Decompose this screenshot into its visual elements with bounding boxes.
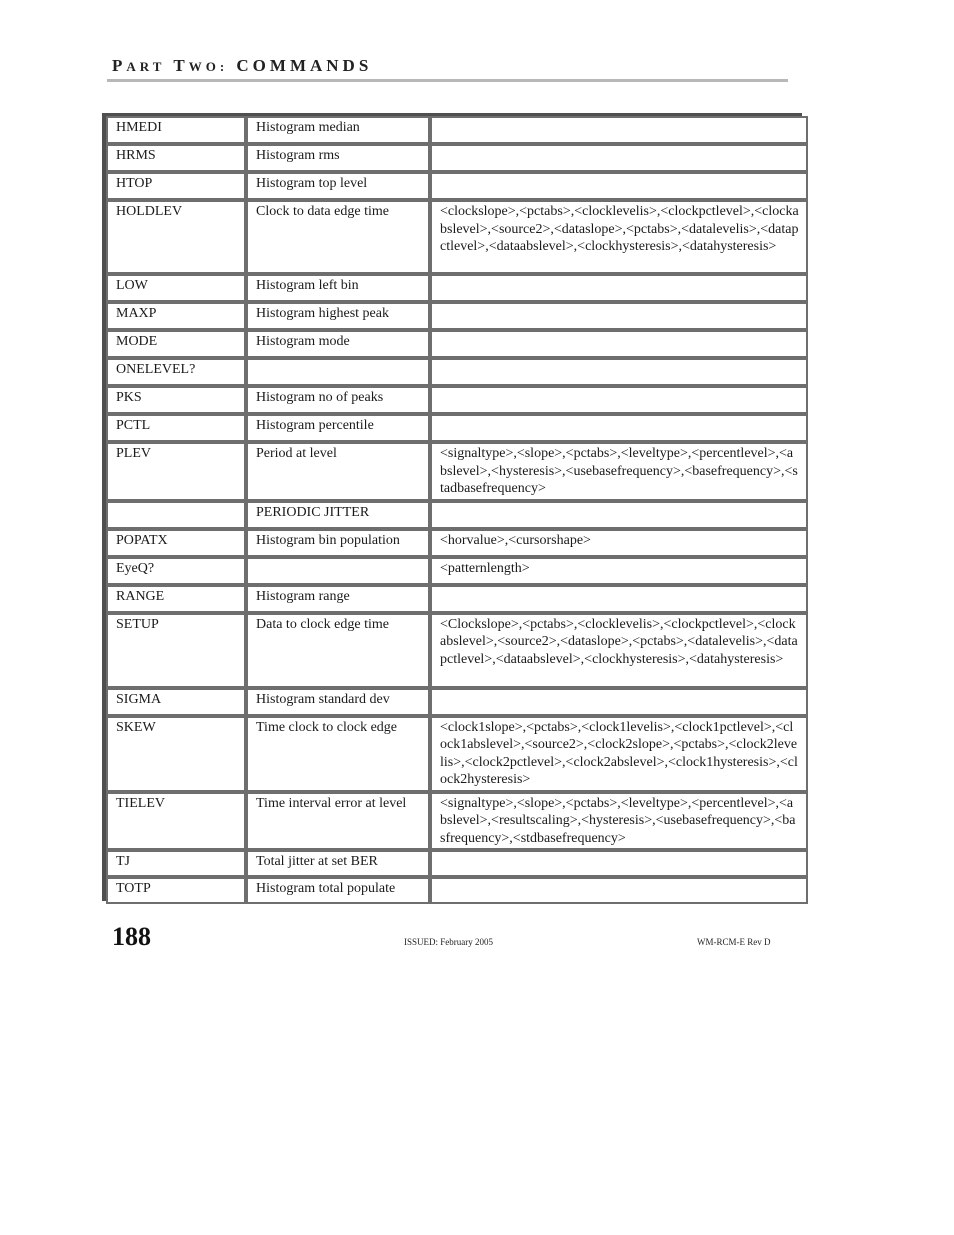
description-cell: Histogram rms (246, 144, 430, 172)
command-cell: HOLDLEV (106, 200, 246, 274)
header-part-initial: P (112, 56, 127, 75)
parameters-cell (430, 144, 808, 172)
table-row (106, 613, 808, 688)
command-cell: TIELEV (106, 792, 246, 851)
parameters-cell: <signaltype>,<slope>,<pctabs>,<leveltype>,<percentlevel>,<abslevel>,<hysteresis>,<usebasefrequency>,<basefrequency>,<stadbasefrequency> (430, 442, 808, 501)
header-part-rest: ART (126, 59, 166, 74)
table-row (106, 144, 808, 172)
command-cell: RANGE (106, 585, 246, 613)
parameters-cell: <horvalue>,<cursorshape> (430, 529, 808, 557)
table-row (106, 850, 808, 877)
page-header (112, 56, 372, 76)
header-two-initial: T (173, 56, 189, 75)
description-cell: Histogram highest peak (246, 302, 430, 330)
parameters-cell (430, 274, 808, 302)
command-table-frame (102, 113, 802, 901)
parameters-cell (430, 330, 808, 358)
table-row (106, 529, 808, 557)
table-row (106, 414, 808, 442)
description-cell: Histogram total populate (246, 877, 430, 904)
description-cell: PERIODIC JITTER (246, 501, 430, 529)
table-row (106, 442, 808, 501)
command-cell: HTOP (106, 172, 246, 200)
parameters-cell (430, 877, 808, 904)
table-row (106, 358, 808, 386)
parameters-cell: <clock1slope>,<pctabs>,<clock1levelis>,<clock1pctlevel>,<clock1abslevel>,<source2>,<clock2slope>,<pctabs>,<clock2levelis>,<clock2pctlevel>,<clock2abslevel>,<clock1hysteresis>,<clock2hysteresis> (430, 716, 808, 792)
table-row (106, 688, 808, 716)
parameters-cell (430, 585, 808, 613)
parameters-cell (430, 501, 808, 529)
command-cell: PKS (106, 386, 246, 414)
description-cell: Histogram top level (246, 172, 430, 200)
command-table (106, 116, 808, 904)
parameters-cell: <Clockslope>,<pctabs>,<clocklevelis>,<clockpctlevel>,<clockabslevel>,<source2>,<dataslope>,<pctabs>,<datalevelis>,<datapctlevel>,<dataabslevel>,<clockhysteresis>,<datahysteresis> (430, 613, 808, 688)
command-cell: MODE (106, 330, 246, 358)
description-cell: Histogram standard dev (246, 688, 430, 716)
command-cell: SIGMA (106, 688, 246, 716)
table-row (106, 716, 808, 792)
command-cell: LOW (106, 274, 246, 302)
header-rule (107, 79, 788, 82)
table-row (106, 172, 808, 200)
parameters-cell (430, 172, 808, 200)
command-cell: TOTP (106, 877, 246, 904)
table-row (106, 501, 808, 529)
parameters-cell: <clockslope>,<pctabs>,<clocklevelis>,<clockpctlevel>,<clockabslevel>,<source2>,<dataslope>,<pctabs>,<datalevelis>,<datapctlevel>,<dataabslevel>,<clockhysteresis>,<datahysteresis> (430, 200, 808, 274)
parameters-cell (430, 302, 808, 330)
description-cell: Histogram mode (246, 330, 430, 358)
table-row (106, 585, 808, 613)
table-row (106, 116, 808, 144)
description-cell: Histogram bin population (246, 529, 430, 557)
table-row (106, 557, 808, 585)
table-row (106, 274, 808, 302)
header-colon: : (219, 59, 229, 74)
command-cell: TJ (106, 850, 246, 877)
description-cell: Time clock to clock edge (246, 716, 430, 792)
command-cell: EyeQ? (106, 557, 246, 585)
description-cell: Histogram percentile (246, 414, 430, 442)
header-section: COMMANDS (236, 56, 373, 75)
table-row (106, 302, 808, 330)
table-row (106, 330, 808, 358)
parameters-cell (430, 688, 808, 716)
page-number: 188 (112, 922, 151, 951)
command-cell: SKEW (106, 716, 246, 792)
command-table-body (106, 116, 808, 904)
description-cell (246, 557, 430, 585)
command-cell: SETUP (106, 613, 246, 688)
command-cell: HRMS (106, 144, 246, 172)
issued-date: ISSUED: February 2005 (404, 937, 493, 947)
table-row (106, 877, 808, 904)
table-row (106, 792, 808, 851)
parameters-cell: <signaltype>,<slope>,<pctabs>,<leveltype>,<percentlevel>,<abslevel>,<resultscaling>,<hysteresis>,<usebasefrequency>,<basfrequency>,<stdbasefrequency> (430, 792, 808, 851)
description-cell: Histogram left bin (246, 274, 430, 302)
description-cell: Total jitter at set BER (246, 850, 430, 877)
description-cell: Histogram range (246, 585, 430, 613)
document-revision: WM-RCM-E Rev D (697, 937, 771, 947)
parameters-cell (430, 116, 808, 144)
table-row (106, 386, 808, 414)
command-cell (106, 501, 246, 529)
description-cell: Histogram median (246, 116, 430, 144)
description-cell: Histogram no of peaks (246, 386, 430, 414)
command-cell: POPATX (106, 529, 246, 557)
command-cell: PCTL (106, 414, 246, 442)
description-cell (246, 358, 430, 386)
command-cell: PLEV (106, 442, 246, 501)
command-cell: HMEDI (106, 116, 246, 144)
description-cell: Time interval error at level (246, 792, 430, 851)
parameters-cell (430, 414, 808, 442)
command-cell: MAXP (106, 302, 246, 330)
table-row (106, 200, 808, 274)
header-two-rest: WO (188, 59, 220, 74)
command-cell: ONELEVEL? (106, 358, 246, 386)
parameters-cell (430, 386, 808, 414)
parameters-cell: <patternlength> (430, 557, 808, 585)
description-cell: Period at level (246, 442, 430, 501)
parameters-cell (430, 358, 808, 386)
description-cell: Data to clock edge time (246, 613, 430, 688)
parameters-cell (430, 850, 808, 877)
description-cell: Clock to data edge time (246, 200, 430, 274)
